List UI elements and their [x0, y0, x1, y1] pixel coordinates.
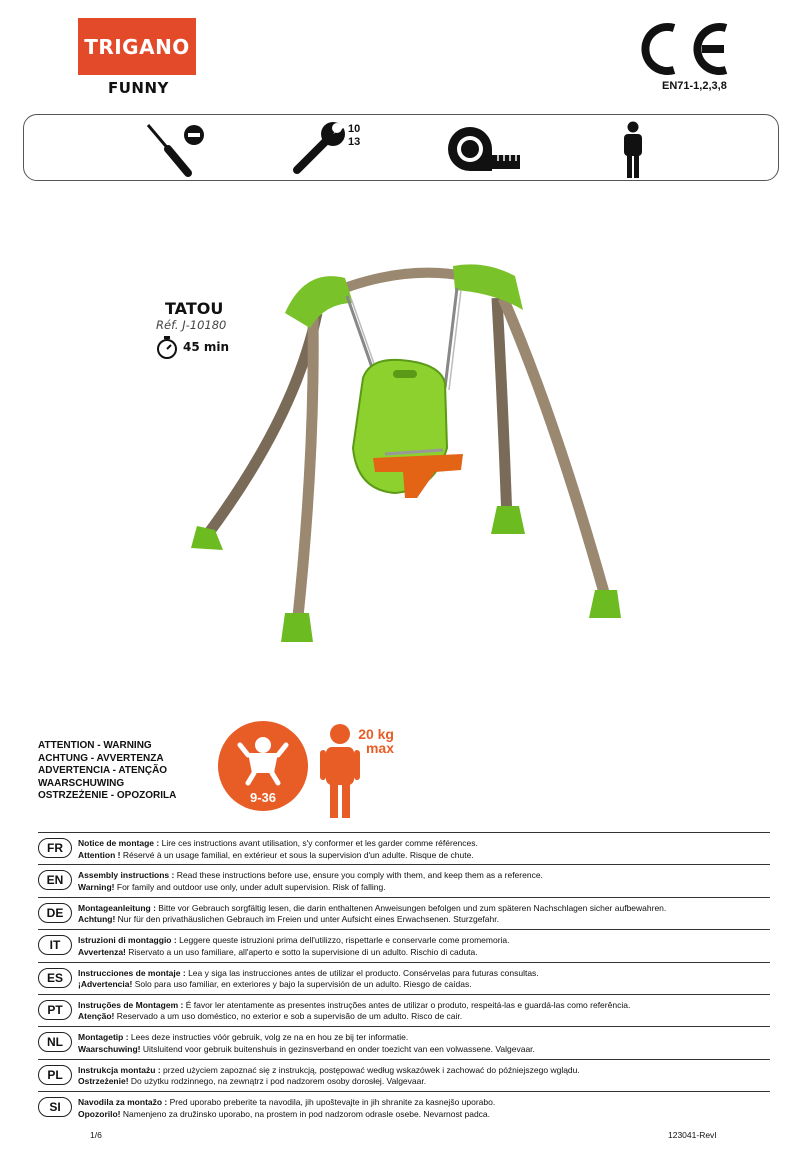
tape-measure-icon — [444, 123, 524, 175]
max-weight-label: max — [365, 740, 394, 756]
language-code: PT — [38, 1000, 72, 1020]
warning-heading: Ostrzeżenie! — [78, 1076, 129, 1087]
max-weight — [342, 727, 394, 755]
instruction-text: Read these instructions before use, ensure you comply with them, and keep them as a reference. — [176, 870, 543, 881]
assembly-time-value: 45 min — [183, 340, 230, 354]
right-corner-cap — [453, 264, 523, 310]
language-row-it — [38, 929, 770, 961]
instruction-text: przed użyciem zapoznać się z instrukcją, postępować według wskazówek i zachować do późniejszego wglądu. — [163, 1064, 580, 1075]
warning-text: Nur für den privathäuslichen Gebrauch im Freien und unter Aufsicht eines Erwachsenen. Sturzgefahr. — [117, 914, 499, 925]
warning-block — [38, 740, 176, 803]
warning-line: OSTRZEŻENIE - OPOZORILA — [38, 790, 177, 801]
language-text — [78, 968, 539, 991]
instruction-text: Lees deze instructies vóór gebruik, volg ze na en hou ze bij ter informatie. — [130, 1032, 409, 1043]
warning-line: ACHTUNG - AVVERTENZA — [38, 752, 164, 764]
instruction-heading: Notice de montage : — [78, 838, 160, 848]
age-range: 9-36 — [249, 790, 277, 805]
person-icon — [620, 121, 646, 179]
language-row-es — [38, 962, 770, 994]
warning-heading: Attention ! — [78, 849, 121, 860]
instruction-heading: Instrukcja montażu : — [78, 1064, 161, 1075]
language-code: DE — [38, 903, 72, 923]
product-name: TATOU — [165, 299, 224, 318]
standard-label: EN71-1,2,3,8 — [662, 80, 727, 92]
instruction-text: Lire ces instructions avant utilisation, s'y conformer et les garder comme références. — [161, 838, 478, 848]
language-code: SI — [38, 1097, 72, 1117]
max-weight-value: 20 kg — [358, 726, 394, 742]
warning-text: Réservé à un usage familial, en extérieur et sous la supervision d'un adulte. Risque de chute. — [122, 849, 474, 860]
language-code: PL — [38, 1065, 72, 1085]
product-ref: Réf. J-10180 — [156, 318, 227, 332]
instruction-heading: Montagetip : — [78, 1032, 129, 1043]
warning-heading: Warning! — [78, 881, 115, 892]
wrench-size-10: 10 — [348, 123, 361, 135]
instruction-heading: Istruzioni di montaggio : — [78, 935, 177, 946]
instruction-heading: Navodila za montažo : — [78, 1097, 168, 1108]
warning-text: Do użytku rodzinnego, na zewnątrz i pod nadzorem osoby dorosłej. Valgevaar. — [130, 1076, 427, 1087]
instruction-text: Leggere queste istruzioni prima dell'utilizzo, rispettarle e conservarle come promemoria. — [179, 935, 510, 946]
back-right-leg — [497, 298, 507, 520]
language-row-en — [38, 864, 770, 896]
warning-heading: Opozorilo! — [78, 1108, 121, 1119]
warning-heading: Atenção! — [78, 1011, 115, 1022]
brand-name: TRIGANO — [84, 34, 190, 59]
warning-heading: Avvertenza! — [78, 946, 126, 957]
stopwatch-icon — [155, 335, 179, 359]
product-line: FUNNY — [108, 79, 169, 97]
language-row-fr — [38, 832, 770, 864]
language-instructions — [38, 832, 770, 1124]
screwdriver-flat-icon — [142, 121, 208, 177]
page-number: 1/6 — [90, 1130, 102, 1140]
language-row-pt — [38, 994, 770, 1026]
warning-line: ATTENTION - WARNING — [38, 740, 152, 751]
language-row-de — [38, 897, 770, 929]
language-code: ES — [38, 968, 72, 988]
front-left-leg — [205, 313, 317, 538]
instruction-text: Pred uporabo preberite ta navodila, jih upoštevajte in jih shranite za kasnejšo uporabo. — [169, 1097, 496, 1108]
warning-text: For family and outdoor use only, under adult supervision. Risk of falling. — [116, 881, 386, 892]
brand-logo — [78, 18, 196, 75]
language-text — [78, 1097, 495, 1120]
warning-text: Reservado a um uso doméstico, no exterior e sob a supervisão de um adulto. Risco de cair. — [116, 1011, 463, 1022]
language-text — [78, 1032, 535, 1055]
language-code: EN — [38, 870, 72, 890]
warning-text: Solo para uso familiar, en exteriores y bajo la supervisión de un adulto. Riesgo de caídas. — [134, 979, 472, 990]
language-code: NL — [38, 1032, 72, 1052]
warning-text: Namenjeno za družinsko uporabo, na prostem in pod nadzorom odrasle osebe. Nevarnost padca. — [122, 1108, 491, 1119]
instruction-text: Lea y siga las instrucciones antes de utilizar el producto. Consérvelas para futuras consultas. — [188, 967, 539, 978]
language-row-pl — [38, 1059, 770, 1091]
document-ref: 123041-RevI — [668, 1130, 717, 1140]
warning-line: ADVERTENCIA - ATENÇÃO — [38, 765, 168, 776]
instruction-heading: Instrucciones de montaje : — [78, 967, 186, 978]
warning-heading: Achtung! — [78, 914, 116, 925]
instruction-heading: Assembly instructions : — [78, 870, 175, 881]
foot-cap — [281, 613, 313, 642]
tools-bar — [23, 114, 779, 181]
wrench-size-13: 13 — [348, 136, 361, 148]
foot-cap — [589, 590, 621, 618]
language-text — [78, 870, 543, 893]
warning-text: Uitsluitend voor gebruik buitenshuis in gezinsverband en onder toezicht van een volwassene. Valgevaar. — [142, 1043, 535, 1054]
language-code: IT — [38, 935, 72, 955]
wrench-sizes — [348, 123, 360, 149]
language-text — [78, 838, 478, 861]
language-text — [78, 935, 510, 958]
foot-cap — [191, 526, 223, 550]
warning-heading: Waarschuwing! — [78, 1043, 141, 1054]
ce-mark-icon — [632, 22, 732, 76]
wrench-icon — [289, 120, 349, 178]
language-code: FR — [38, 838, 72, 858]
foot-cap — [491, 506, 525, 534]
language-text — [78, 1000, 630, 1023]
warning-text: Riservato a un uso familiare, all'aperto e sotto la supervisione di un adulto. Rischio di caduta. — [128, 946, 478, 957]
language-text — [78, 1065, 580, 1088]
instruction-heading: Montageanleitung : — [78, 902, 156, 913]
instruction-text: Bitte vor Gebrauch sorgfältig lesen, die darin enthaltenen Anweisungen befolgen und zum späteren Nachschlagen sicher aufbewahren. — [158, 902, 667, 913]
warning-heading: ¡Advertencia! — [78, 979, 133, 990]
instruction-text: É favor ler atentamente as presentes instruções antes de utilizar o produto, respeitá-las e guardá-las como referência. — [185, 999, 631, 1010]
swing-illustration — [185, 258, 645, 658]
instruction-heading: Instruções de Montagem : — [78, 999, 184, 1010]
language-row-si — [38, 1091, 770, 1123]
language-text — [78, 903, 666, 926]
warning-line: WAARSCHUWING — [38, 777, 125, 789]
front-right-leg — [503, 298, 605, 596]
language-row-nl — [38, 1026, 770, 1058]
